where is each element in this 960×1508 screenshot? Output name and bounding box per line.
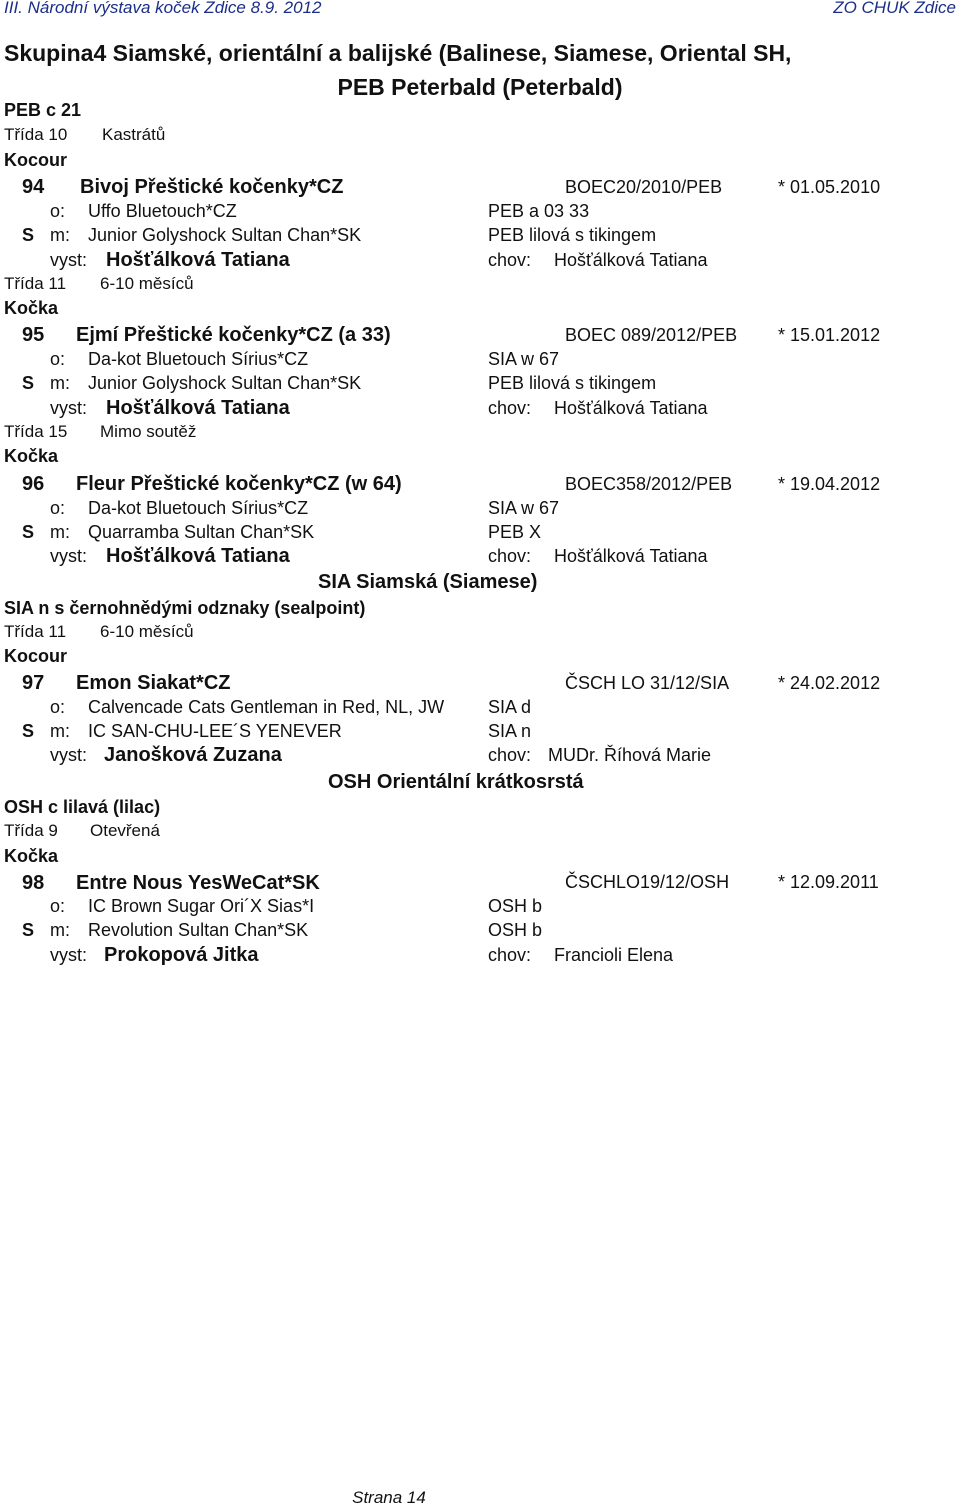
class-name: Mimo soutěž [100, 422, 197, 441]
father-label: o: [50, 697, 66, 717]
color-heading: SIA n s černohnědými odznaky (sealpoint) [4, 598, 366, 618]
class-number: Třída 10 [4, 125, 68, 144]
exhibitor-label: vyst: [50, 945, 88, 965]
date-of-birth: * 15.01.2012 [778, 325, 881, 345]
father-code: SIA w 67 [488, 349, 560, 369]
father-label: o: [50, 201, 66, 221]
header-right: ZO CHUK Zdice [833, 0, 956, 17]
class-name: Otevřená [90, 821, 160, 840]
exhibitor-name: Hošťálková Tatiana [106, 397, 290, 419]
mother-label: m: [50, 373, 70, 393]
mother-label: m: [50, 920, 70, 940]
sex-heading: Kocour [4, 150, 67, 170]
sex-heading: Kocour [4, 646, 67, 666]
father-name: Da-kot Bluetouch Sírius*CZ [88, 498, 309, 518]
class-number: Třída 9 [4, 821, 58, 840]
exhibitor-label: vyst: [50, 745, 88, 765]
father-label: o: [50, 349, 66, 369]
exhibitor-label: vyst: [50, 398, 88, 418]
breeder-name: Francioli Elena [554, 945, 674, 965]
mother-name: Junior Golyshock Sultan Chan*SK [88, 373, 362, 393]
breeder-label: chov: [488, 398, 532, 418]
entry-number: 95 [22, 324, 45, 346]
sex-heading: Kočka [4, 846, 59, 866]
class-name: 6-10 měsíců [100, 274, 194, 293]
registration-number: BOEC 089/2012/PEB [565, 325, 738, 345]
date-of-birth: * 12.09.2011 [778, 872, 879, 892]
exhibitor-name: Hošťálková Tatiana [106, 545, 290, 567]
group-title-line1: Skupina4 Siamské, orientální a balijské (Balinese, Siamese, Oriental SH, [4, 40, 792, 66]
date-of-birth: * 01.05.2010 [778, 177, 881, 197]
father-code: SIA d [488, 697, 532, 717]
father-label: o: [50, 498, 66, 518]
mother-name: Quarramba Sultan Chan*SK [88, 522, 315, 542]
father-code: OSH b [488, 896, 543, 916]
mother-label: m: [50, 225, 70, 245]
mother-name: IC SAN-CHU-LEE´S YENEVER [88, 721, 342, 741]
breeder-label: chov: [488, 945, 532, 965]
breeder-name: Hošťálková Tatiana [554, 546, 708, 566]
s-marker: S [22, 225, 35, 245]
date-of-birth: * 19.04.2012 [778, 474, 881, 494]
class-number: Třída 15 [4, 422, 68, 441]
mother-code: PEB lilová s tikingem [488, 373, 657, 393]
exhibitor-name: Prokopová Jitka [104, 944, 259, 966]
breeder-label: chov: [488, 250, 532, 270]
s-marker: S [22, 522, 35, 542]
exhibitor-name: Janošková Zuzana [104, 744, 282, 766]
s-marker: S [22, 920, 35, 940]
breeder-name: Hošťálková Tatiana [554, 398, 708, 418]
father-name: Uffo Bluetouch*CZ [88, 201, 237, 221]
cat-name: Emon Siakat*CZ [76, 672, 231, 694]
s-marker: S [22, 721, 35, 741]
cat-name: Ejmí Přeštické kočenky*CZ (a 33) [76, 324, 391, 346]
section-peb: PEB c 21 [4, 100, 82, 120]
breeder-name: MUDr. Říhová Marie [548, 745, 712, 765]
registration-number: ČSCHLO19/12/OSH [565, 872, 730, 892]
entry-number: 96 [22, 473, 45, 495]
class-name: Kastrátů [102, 125, 166, 144]
class-number: Třída 11 [4, 622, 67, 641]
class-name: 6-10 měsíců [100, 622, 194, 641]
date-of-birth: * 24.02.2012 [778, 673, 881, 693]
father-name: IC Brown Sugar Ori´X Sias*I [88, 896, 315, 916]
exhibitor-label: vyst: [50, 250, 88, 270]
entry-number: 94 [22, 176, 45, 198]
mother-label: m: [50, 721, 70, 741]
entry-number: 98 [22, 872, 45, 894]
mother-name: Junior Golyshock Sultan Chan*SK [88, 225, 362, 245]
father-code: SIA w 67 [488, 498, 560, 518]
father-name: Da-kot Bluetouch Sírius*CZ [88, 349, 309, 369]
breed-heading: OSH Orientální krátkosrstá [328, 771, 584, 793]
registration-number: BOEC20/2010/PEB [565, 177, 723, 197]
sex-heading: Kočka [4, 298, 59, 318]
mother-name: Revolution Sultan Chan*SK [88, 920, 309, 940]
breed-heading: SIA Siamská (Siamese) [318, 571, 538, 593]
s-marker: S [22, 373, 35, 393]
breeder-name: Hošťálková Tatiana [554, 250, 708, 270]
group-title-line2: PEB Peterbald (Peterbald) [337, 74, 623, 100]
page-number: Strana 14 [352, 1488, 426, 1507]
header-left: III. Národní výstava koček Zdice 8.9. 2012 [4, 0, 322, 17]
entry-number: 97 [22, 672, 45, 694]
exhibitor-label: vyst: [50, 546, 88, 566]
mother-code: PEB X [488, 522, 542, 542]
cat-name: Entre Nous YesWeCat*SK [76, 872, 320, 894]
color-heading: OSH c lilavá (lilac) [4, 797, 161, 817]
father-label: o: [50, 896, 66, 916]
father-code: PEB a 03 33 [488, 201, 590, 221]
class-number: Třída 11 [4, 274, 67, 293]
mother-code: PEB lilová s tikingem [488, 225, 657, 245]
sex-heading: Kočka [4, 446, 59, 466]
mother-code: OSH b [488, 920, 543, 940]
cat-name: Bivoj Přeštické kočenky*CZ [80, 176, 344, 198]
registration-number: ČSCH LO 31/12/SIA [565, 673, 730, 693]
mother-label: m: [50, 522, 70, 542]
exhibitor-name: Hošťálková Tatiana [106, 249, 290, 271]
breeder-label: chov: [488, 745, 532, 765]
breeder-label: chov: [488, 546, 532, 566]
registration-number: BOEC358/2012/PEB [565, 474, 733, 494]
mother-code: SIA n [488, 721, 532, 741]
father-name: Calvencade Cats Gentleman in Red, NL, JW [88, 697, 445, 717]
cat-name: Fleur Přeštické kočenky*CZ (w 64) [76, 473, 402, 495]
